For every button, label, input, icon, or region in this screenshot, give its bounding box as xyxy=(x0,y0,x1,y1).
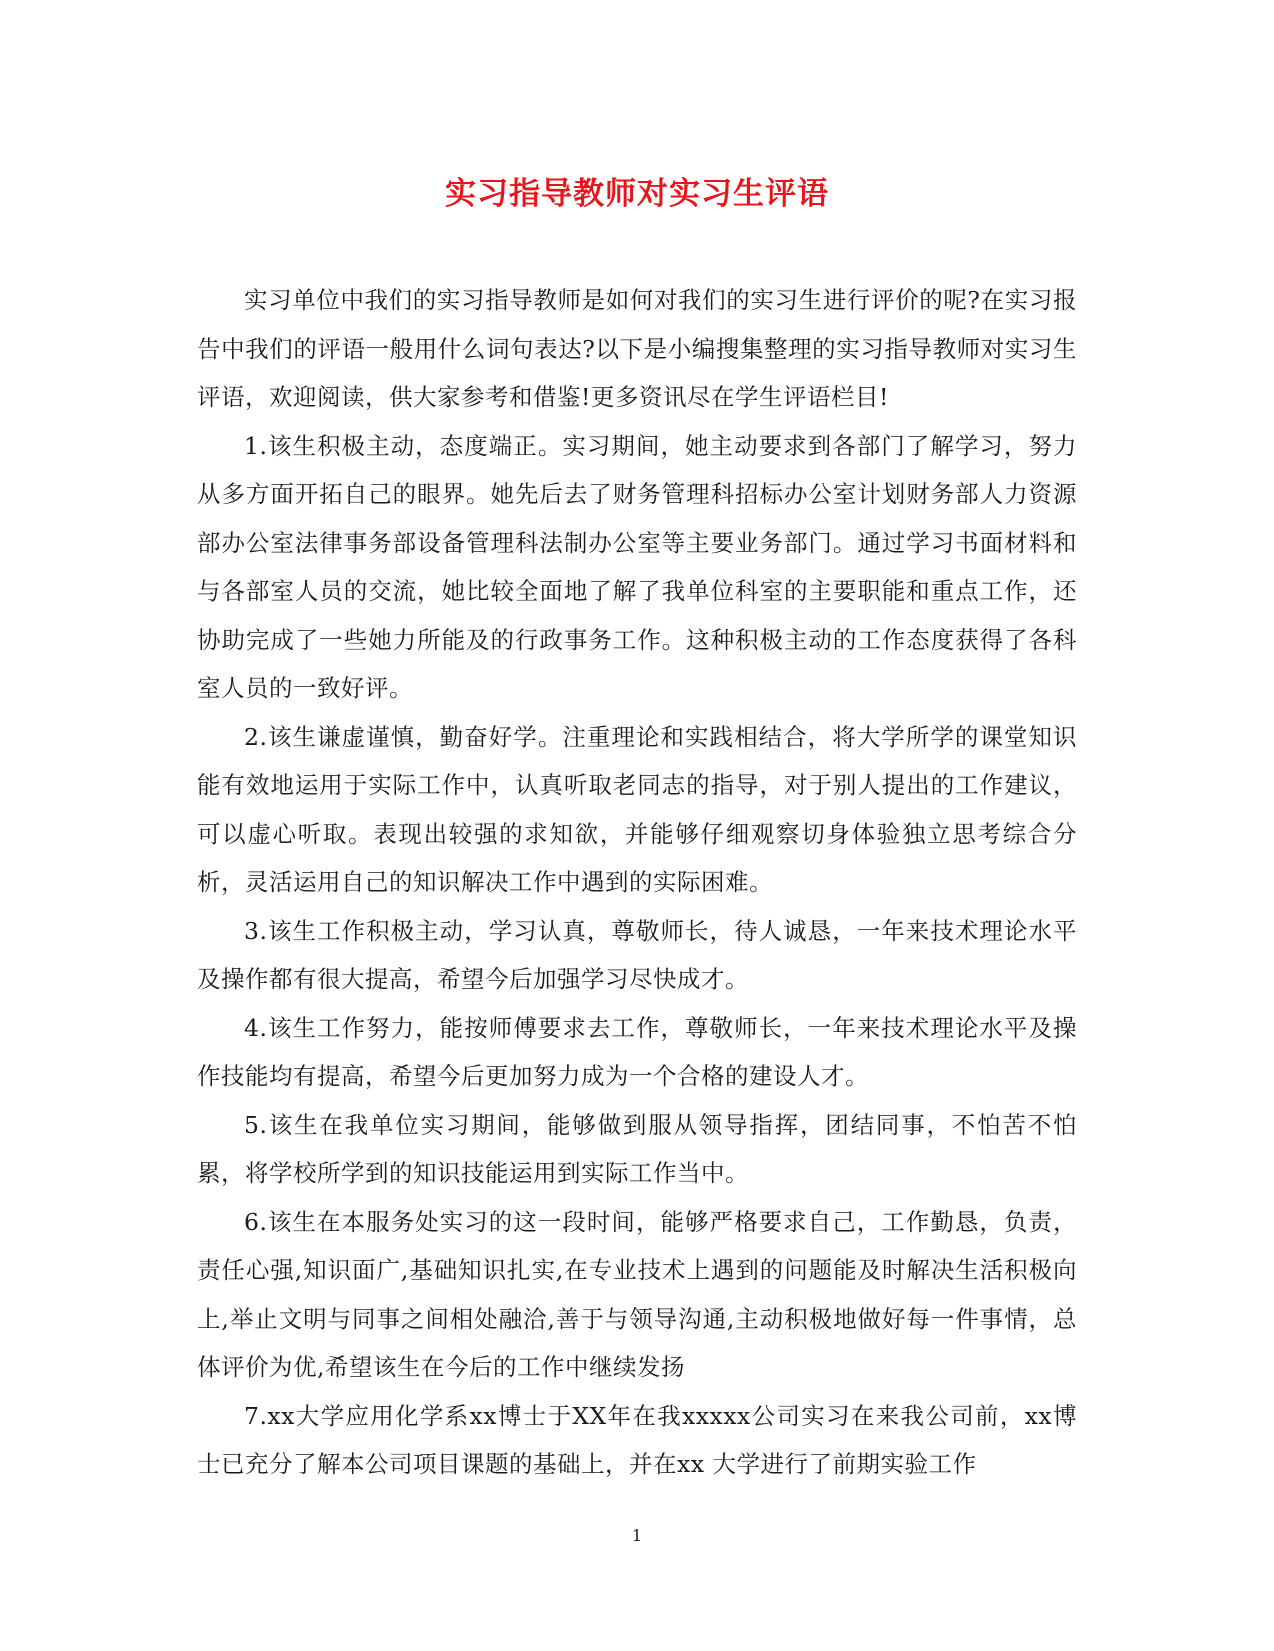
intro-paragraph: 实习单位中我们的实习指导教师是如何对我们的实习生进行评价的呢?在实习报告中我们的评语一般用什么词句表达?以下是小编搜集整理的实习指导教师对实习生评语，欢迎阅读，供大家参考和借鉴!更多资讯尽在学生评语栏目! xyxy=(197,286,1077,411)
comment-paragraph-1: 1.该生积极主动，态度端正。实习期间，她主动要求到各部门了解学习，努力从多方面开拓自己的眼界。她先后去了财务管理科招标办公室计划财务部人力资源部办公室法律事务部设备管理科法制办公室等主要业务部门。通过学习书面材料和与各部室人员的交流，她比较全面地了解了我单位科室的主要职能和重点工作，还协助完成了一些她力所能及的行政事务工作。这种积极主动的工作态度获得了各科室人员的一致好评。 xyxy=(197,431,1077,702)
page-number: 1 xyxy=(631,1526,643,1545)
comment-paragraph-5: 5.该生在我单位实习期间，能够做到服从领导指挥，团结同事，不怕苦不怕累，将学校所学到的知识技能运用到实际工作当中。 xyxy=(197,1110,1077,1187)
comment-paragraph-2: 2.该生谦虚谨慎，勤奋好学。注重理论和实践相结合，将大学所学的课堂知识能有效地运用于实际工作中，认真听取老同志的指导，对于别人提出的工作建议，可以虚心听取。表现出较强的求知欲，并能够仔细观察切身体验独立思考综合分析，灵活运用自己的知识解决工作中遇到的实际困难。 xyxy=(197,722,1077,896)
comment-paragraph-7: 7.xx大学应用化学系xx博士于XX年在我xxxxx公司实习在来我公司前，xx博士已充分了解本公司项目课题的基础上，并在xx 大学进行了前期实验工作 xyxy=(197,1401,1077,1478)
document-title: 实习指导教师对实习生评语 xyxy=(445,176,829,212)
document-body xyxy=(197,276,1077,1489)
comment-paragraph-3: 3.该生工作积极主动，学习认真，尊敬师长，待人诚恳，一年来技术理论水平及操作都有很大提高，希望今后加强学习尽快成才。 xyxy=(197,916,1077,993)
comment-paragraph-4: 4.该生工作努力，能按师傅要求去工作，尊敬师长，一年来技术理论水平及操作技能均有提高，希望今后更加努力成为一个合格的建设人才。 xyxy=(197,1013,1077,1090)
comment-paragraph-6: 6.该生在本服务处实习的这一段时间，能够严格要求自己，工作勤恳，负责，责任心强,知识面广,基础知识扎实,在专业技术上遇到的问题能及时解决生活积极向上,举止文明与同事之间相处融洽,善于与领导沟通,主动积极地做好每一件事情，总体评价为优,希望该生在今后的工作中继续发扬 xyxy=(197,1207,1077,1381)
